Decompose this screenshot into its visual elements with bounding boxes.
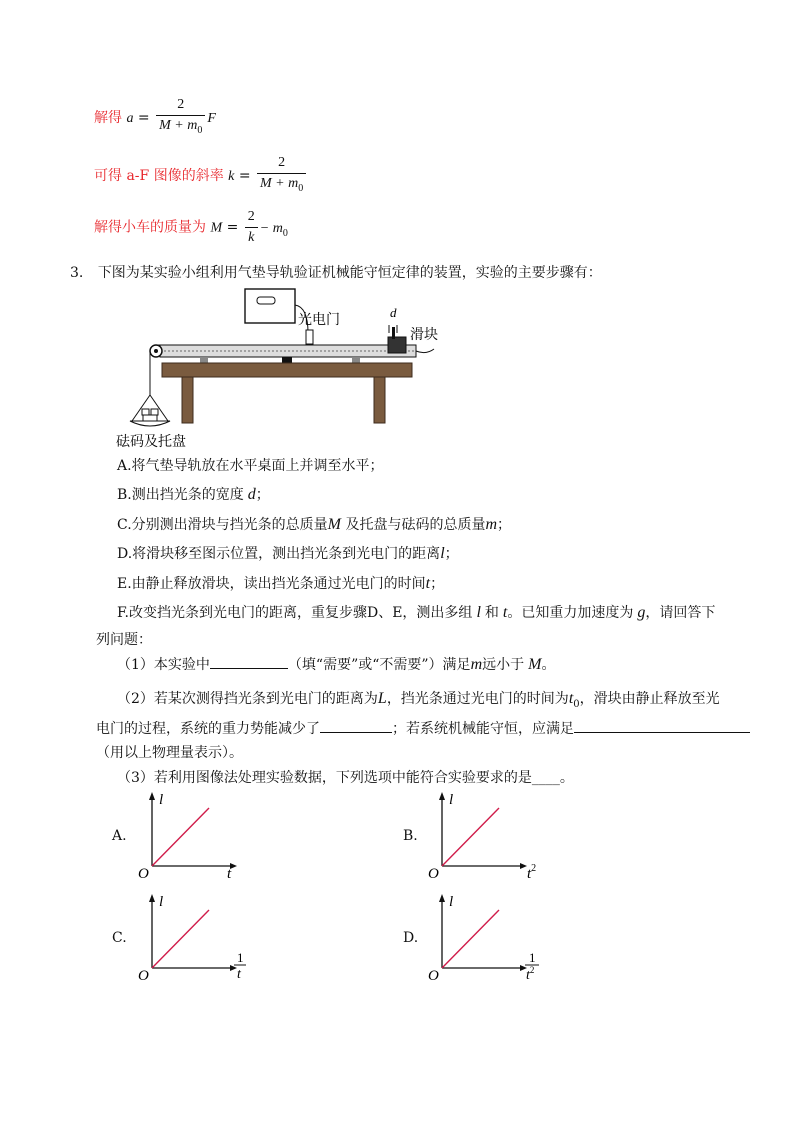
svg-text:1: 1 <box>529 950 536 965</box>
option-a-label[interactable]: A. <box>112 828 127 844</box>
svg-text:l: l <box>449 894 454 910</box>
graph-line <box>442 910 499 968</box>
answer-blank[interactable] <box>574 720 750 733</box>
graph-line <box>442 808 499 866</box>
x-axis-label <box>525 950 539 983</box>
svg-text:O: O <box>428 968 439 984</box>
option-c-label[interactable]: C. <box>112 930 127 946</box>
answer-blank[interactable] <box>320 720 392 733</box>
graph-line <box>152 910 209 968</box>
svg-text:t2: $t^2$ <box>526 965 535 983</box>
svg-text:t: t <box>237 967 241 982</box>
subquestion-2-line2: 电门的过程，系统的重力势能减少了 ；若系统机械能守恒，应满足 <box>96 718 750 738</box>
svg-text:O: O <box>138 866 149 882</box>
svg-text:1: 1 <box>237 950 244 965</box>
fraction: $\frac{2}{M + m_0}$ <box>156 95 205 141</box>
x-axis-label: t <box>227 866 232 882</box>
width-d-label: d <box>390 305 397 320</box>
fraction: $\frac{2}{M + m_0}$ <box>257 153 306 199</box>
option-d-label[interactable]: D. <box>403 930 419 946</box>
apparatus-figure <box>116 283 450 453</box>
step-b: B.测出挡光条的宽度 d； <box>117 486 270 503</box>
svg-text:l: l <box>449 792 454 808</box>
subquestion-2: （2）若某次测得挡光条到光电门的距离为L，挡光条通过光电门的时间为$t_0$，滑块由静止释放至光 <box>117 690 720 710</box>
solution-line-3: 解得小车的质量为 M = $\frac{2}{k}$ − $m_0$ <box>94 207 288 248</box>
subquestion-1: （1）本实验中 （填“需要”或“不需要”）满足m远小于 M。 <box>117 656 556 673</box>
option-c-graph <box>135 890 255 985</box>
step-f: F.改变挡光条到光电门的距离，重复步骤D、E，测出多组 l 和 t。已知重力加速度为 g，请回答下 <box>117 604 716 621</box>
question-header: 3. 下图为某实验小组利用气垫导轨验证机械能守恒定律的装置，实验的主要步骤有： <box>70 265 602 281</box>
option-a-graph <box>135 788 245 883</box>
option-b-graph <box>425 788 545 883</box>
svg-text:O: O <box>138 968 149 984</box>
svg-text:l: l <box>159 792 164 808</box>
svg-text:O: O <box>428 866 439 882</box>
graph-line <box>152 808 209 866</box>
answer-blank[interactable] <box>210 656 288 669</box>
slider-label: 滑块 <box>410 328 438 343</box>
svg-text:l: l <box>159 894 164 910</box>
option-d-graph <box>425 890 545 985</box>
solution-line-1: 解得 a = $\frac{2}{M + m_0}$ F <box>94 95 216 141</box>
fraction: $\frac{2}{k}$ <box>245 207 258 248</box>
x-axis-label: $t^2$ <box>527 863 537 882</box>
x-axis-label <box>234 950 246 982</box>
subquestion-2-line3: （用以上物理量表示）。 <box>96 745 243 761</box>
option-b-label[interactable]: B. <box>403 828 418 844</box>
step-f-line2: 列问题： <box>96 632 152 648</box>
solution-line-2: 可得 a-F 图像的斜率 k = $\frac{2}{M + m_0}$ <box>94 153 308 199</box>
step-a: A.将气垫导轨放在水平桌面上并调至水平； <box>117 458 384 474</box>
weights-label: 砝码及托盘 <box>116 435 186 450</box>
photogate-label: 光电门 <box>298 313 340 328</box>
step-c: C.分别测出滑块与挡光条的总质量M 及托盘与砝码的总质量m； <box>117 516 512 533</box>
step-e: E.由静止释放滑块，读出挡光条通过光电门的时间t； <box>117 575 445 592</box>
step-d: D.将滑块移至图示位置，测出挡光条到光电门的距离l； <box>117 545 459 562</box>
subquestion-3: （3）若利用图像法处理实验数据，下列选项中能符合实验要求的是____。 <box>117 770 574 786</box>
